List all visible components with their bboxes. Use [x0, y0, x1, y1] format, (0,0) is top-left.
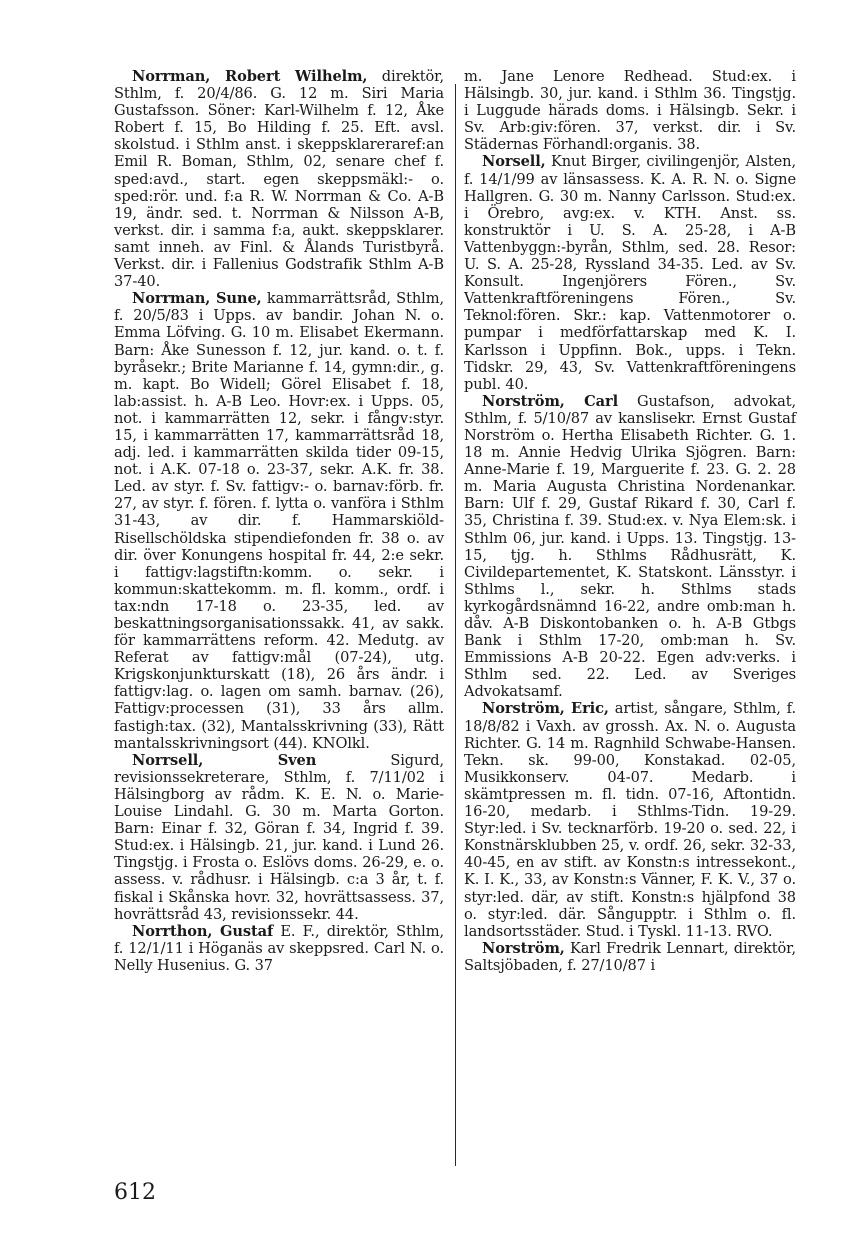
entry-text: Sigurd, revisionssekreterare, Sthlm, f. 7/11/02 i Hälsingborg av rådm. K. E. N. o. Marie-Louise Lindahl. G. 30 m. Marta Gorton. Barn: Einar f. 32, Göran f. 34, Ingrid f. 39. Stud:ex. i Hälsingb. 21, jur. kand. i Lund 26. Tingstjg. i Frosta o. Eslövs doms. 26-29, e. o. assess. v. rådhusr. i Hälsingb. c:a 3 år, t. f. fiskal i Skånska hovr. 32, hovrättsassess. 37, hovrättsråd 43, revisionssekr. 44.	[114, 751, 445, 923]
entry-norsell-knut	[464, 153, 796, 392]
entry-name: Norström, Carl	[482, 392, 619, 410]
entry-text: artist, sångare, Sthlm, f. 18/8/82 i Vaxh. av grossh. Ax. N. o. Augusta Richter. G. 14 m. Ragnhild Schwabe-Hansen. Tekn. sk. 99-00, Konstakad. 02-05, Musikkonserv. 04-07. Medarb. i skämtpressen m. fl. tidn. 07-16, Aftontidn. 16-20, medarb. i Sthlms-Tidn. 19-29. Styr:led. i Sv. tecknarförb. 19-20 o. sed. 22, i Konstnärsklubben 25, v. ordf. 26, sekr. 32-33, 40-45, en av stift. av Konstn:s intressekont., K. I. K., 33, av Konstn:s Vänner, F. K. V., 37 o. styr:led. där, av stift. Konstn:s hjälpfond 38 o. styr:led. där. Sångupptr. i Sthlm o. fl. landsortsstäder. Stud. i Tyskl. 11-13. RVO.	[464, 700, 796, 940]
entry-norstrom-eric	[464, 700, 796, 939]
entry-text: E. F., direktör, Sthlm, f. 12/1/11 i Höganäs av skeppsred. Carl N. o. Nelly Husenius. G. 37	[114, 922, 444, 974]
entry-norrman-sune	[114, 290, 444, 752]
entry-text: m. Jane Lenore Redhead. Stud:ex. i Hälsingb. 30, jur. kand. i Sthlm 36. Tingstjg. i Luggude härads doms. i Hälsingb. Sekr. i Sv. Arb:giv:fören. 37, verkst. dir. i Sv. Städernas Förhandl:organis. 38.	[464, 68, 796, 154]
entry-text: kammarrättsråd, Sthlm, f. 20/5/83 i Upps. av bandir. Johan N. o. Emma Löfving. G. 10 m. Elisabet Ekermann. Barn: Åke Sunesson f. 12, jur. kand. o. t. f. byråsekr.; Brite Marianne f. 14, gymn:dir., g. m. kapt. Bo Widell; Görel Elisabet f. 18, lab:assist. h. A-B Leo. Hovr:ex. i Upps. 05, not. i kammarrätten 12, sekr. i fångv:styr. 15, i kammarrätten 17, kammarrättsråd 18, adj. led. i kammarrätten skilda tider 09-15, not. i A.K. 07-18 o. 23-37, sekr. A.K. fr. 38. Led. av styr. f. Sv. fattigv:- o. barnav:förb. fr. 27, av styr. f. fören. f. lytta o. vanföra i Sthlm 31-43, av dir. f. Hammarskiöld-Risellschöldska stipendiefonden fr. 38 o. av dir. över Konungens hospital fr. 44, 2:e sekr. i fattigv:lagstiftn:komm. o. sekr. i kommun:skattekomm. m. fl. komm., ordf. i tax:ndn 17-18 o. 23-35, led. av beskattningsorganisationssakk. 41, av sakk. för kammarrättens reform. 42. Medutg. av Referat av fattigv:mål (07-24), utg. Krigskonjunkturskatt (18), 26 års ändr. i fattigv:lag. o. lagen om samh. barnav. (26), Fattigv:processen (31), 33 års allm. fastigh:tax. (32), Mantalsskrivning (33), Rätt mantalsskrivningsort (44). KNOlkl.	[114, 290, 444, 752]
entry-text: Karl Fredrik Lennart, direktör, Saltsjöbaden, f. 27/10/87 i	[464, 939, 796, 974]
entry-text: direktör, Sthlm, f. 20/4/86. G. 12 m. Siri Maria Gustafsson. Söner: Karl-Wilhelm f. 12, Åke Robert f. 15, Bo Hilding f. 25. Eft. avsl. skolstud. i Sthlm anst. i skeppsklareraref:an Emil R. Boman, Sthlm, 02, senare chef f. sped:avd., start. egen skeppsmäkl:- o. sped:rör. und. f:a R. W. Norrman & Co. A-B 19, ändr. sed. t. Norrman & Nilsson A-B, verkst. dir. i samma f:a, aukt. skeppsklarer. samt inneh. av Finl. & Ålands Turistbyrå. Verkst. dir. i Fallenius Godstrafik Sthlm A-B 37-40.	[114, 68, 444, 291]
right-column	[464, 68, 796, 974]
entry-name: Norström, Eric,	[482, 700, 609, 718]
entry-name: Norström,	[482, 939, 565, 957]
column-divider	[455, 84, 456, 1166]
entry-norrsell-sven	[114, 752, 444, 923]
entry-name: Norrman, Robert Wilhelm,	[132, 68, 368, 85]
entry-name: Norrsell, Sven	[132, 751, 317, 769]
entry-name: Norsell,	[482, 153, 546, 171]
entry-name: Norrthon, Gustaf	[132, 922, 274, 940]
left-column	[114, 68, 444, 974]
entry-continuation	[464, 68, 796, 153]
entry-norstrom-carl	[464, 393, 796, 701]
entry-text: Knut Birger, civilingenjör, Alsten, f. 14/1/99 av länsassess. K. A. R. N. o. Signe Hallgren. G. 30 m. Nanny Carlsson. Stud:ex. i Örebro, avg:ex. v. KTH. Anst. ss. konstruktör i U. S. A. 25-28, i A-B Vattenbyggn:-byrån, Sthlm, sed. 28. Resor: U. S. A. 25-28, Ryssland 34-35. Led. av Sv. Konsult. Ingenjörers Fören., Sv. Vattenkraftföreningens Fören., Sv. Teknol:fören. Skr.: kap. Vattenmotorer o. pumpar i medförfattarskap med K. I. Karlsson i Uppfinn. Bok., upps. i Tekn. Tidskr. 29, 43, Sv. Vattenkraftföreningens publ. 40.	[464, 153, 796, 393]
entry-norrman-robert	[114, 68, 444, 290]
page-number: 612	[114, 1180, 156, 1205]
entry-name: Norrman, Sune,	[132, 290, 262, 308]
entry-text: Gustafson, advokat, Sthlm, f. 5/10/87 av kanslisekr. Ernst Gustaf Norström o. Hertha Elisabeth Richter. G. 1. 18 m. Annie Hedvig Ulrika Sjögren. Barn: Anne-Marie f. 19, Marguerite f. 23. G. 2. 28 m. Maria Augusta Christina Nordenankar. Barn: Ulf f. 29, Gustaf Rikard f. 30, Carl f. 35, Christina f. 39. Stud:ex. v. Nya Elem:sk. i Sthlm 06, jur. kand. i Upps. 13. Tingstjg. 13-15, tjg. h. Sthlms Rådhusrätt, K. Civildepartementet, K. Statskont. Länsstyr. i Sthlms l., sekr. h. Sthlms stads kyrkogårdsnämnd 16-22, andre omb:man h. dåv. A-B Diskontobanken o. h. A-B Gtbgs Bank i Sthlm 17-20, omb:man h. Sv. Emmissions A-B 20-22. Egen adv:verks. i Sthlm sed. 22. Led. av Sveriges Advokatsamf.	[464, 392, 796, 701]
entry-norrthon-gustaf	[114, 923, 444, 974]
entry-norstrom-karl	[464, 940, 796, 974]
